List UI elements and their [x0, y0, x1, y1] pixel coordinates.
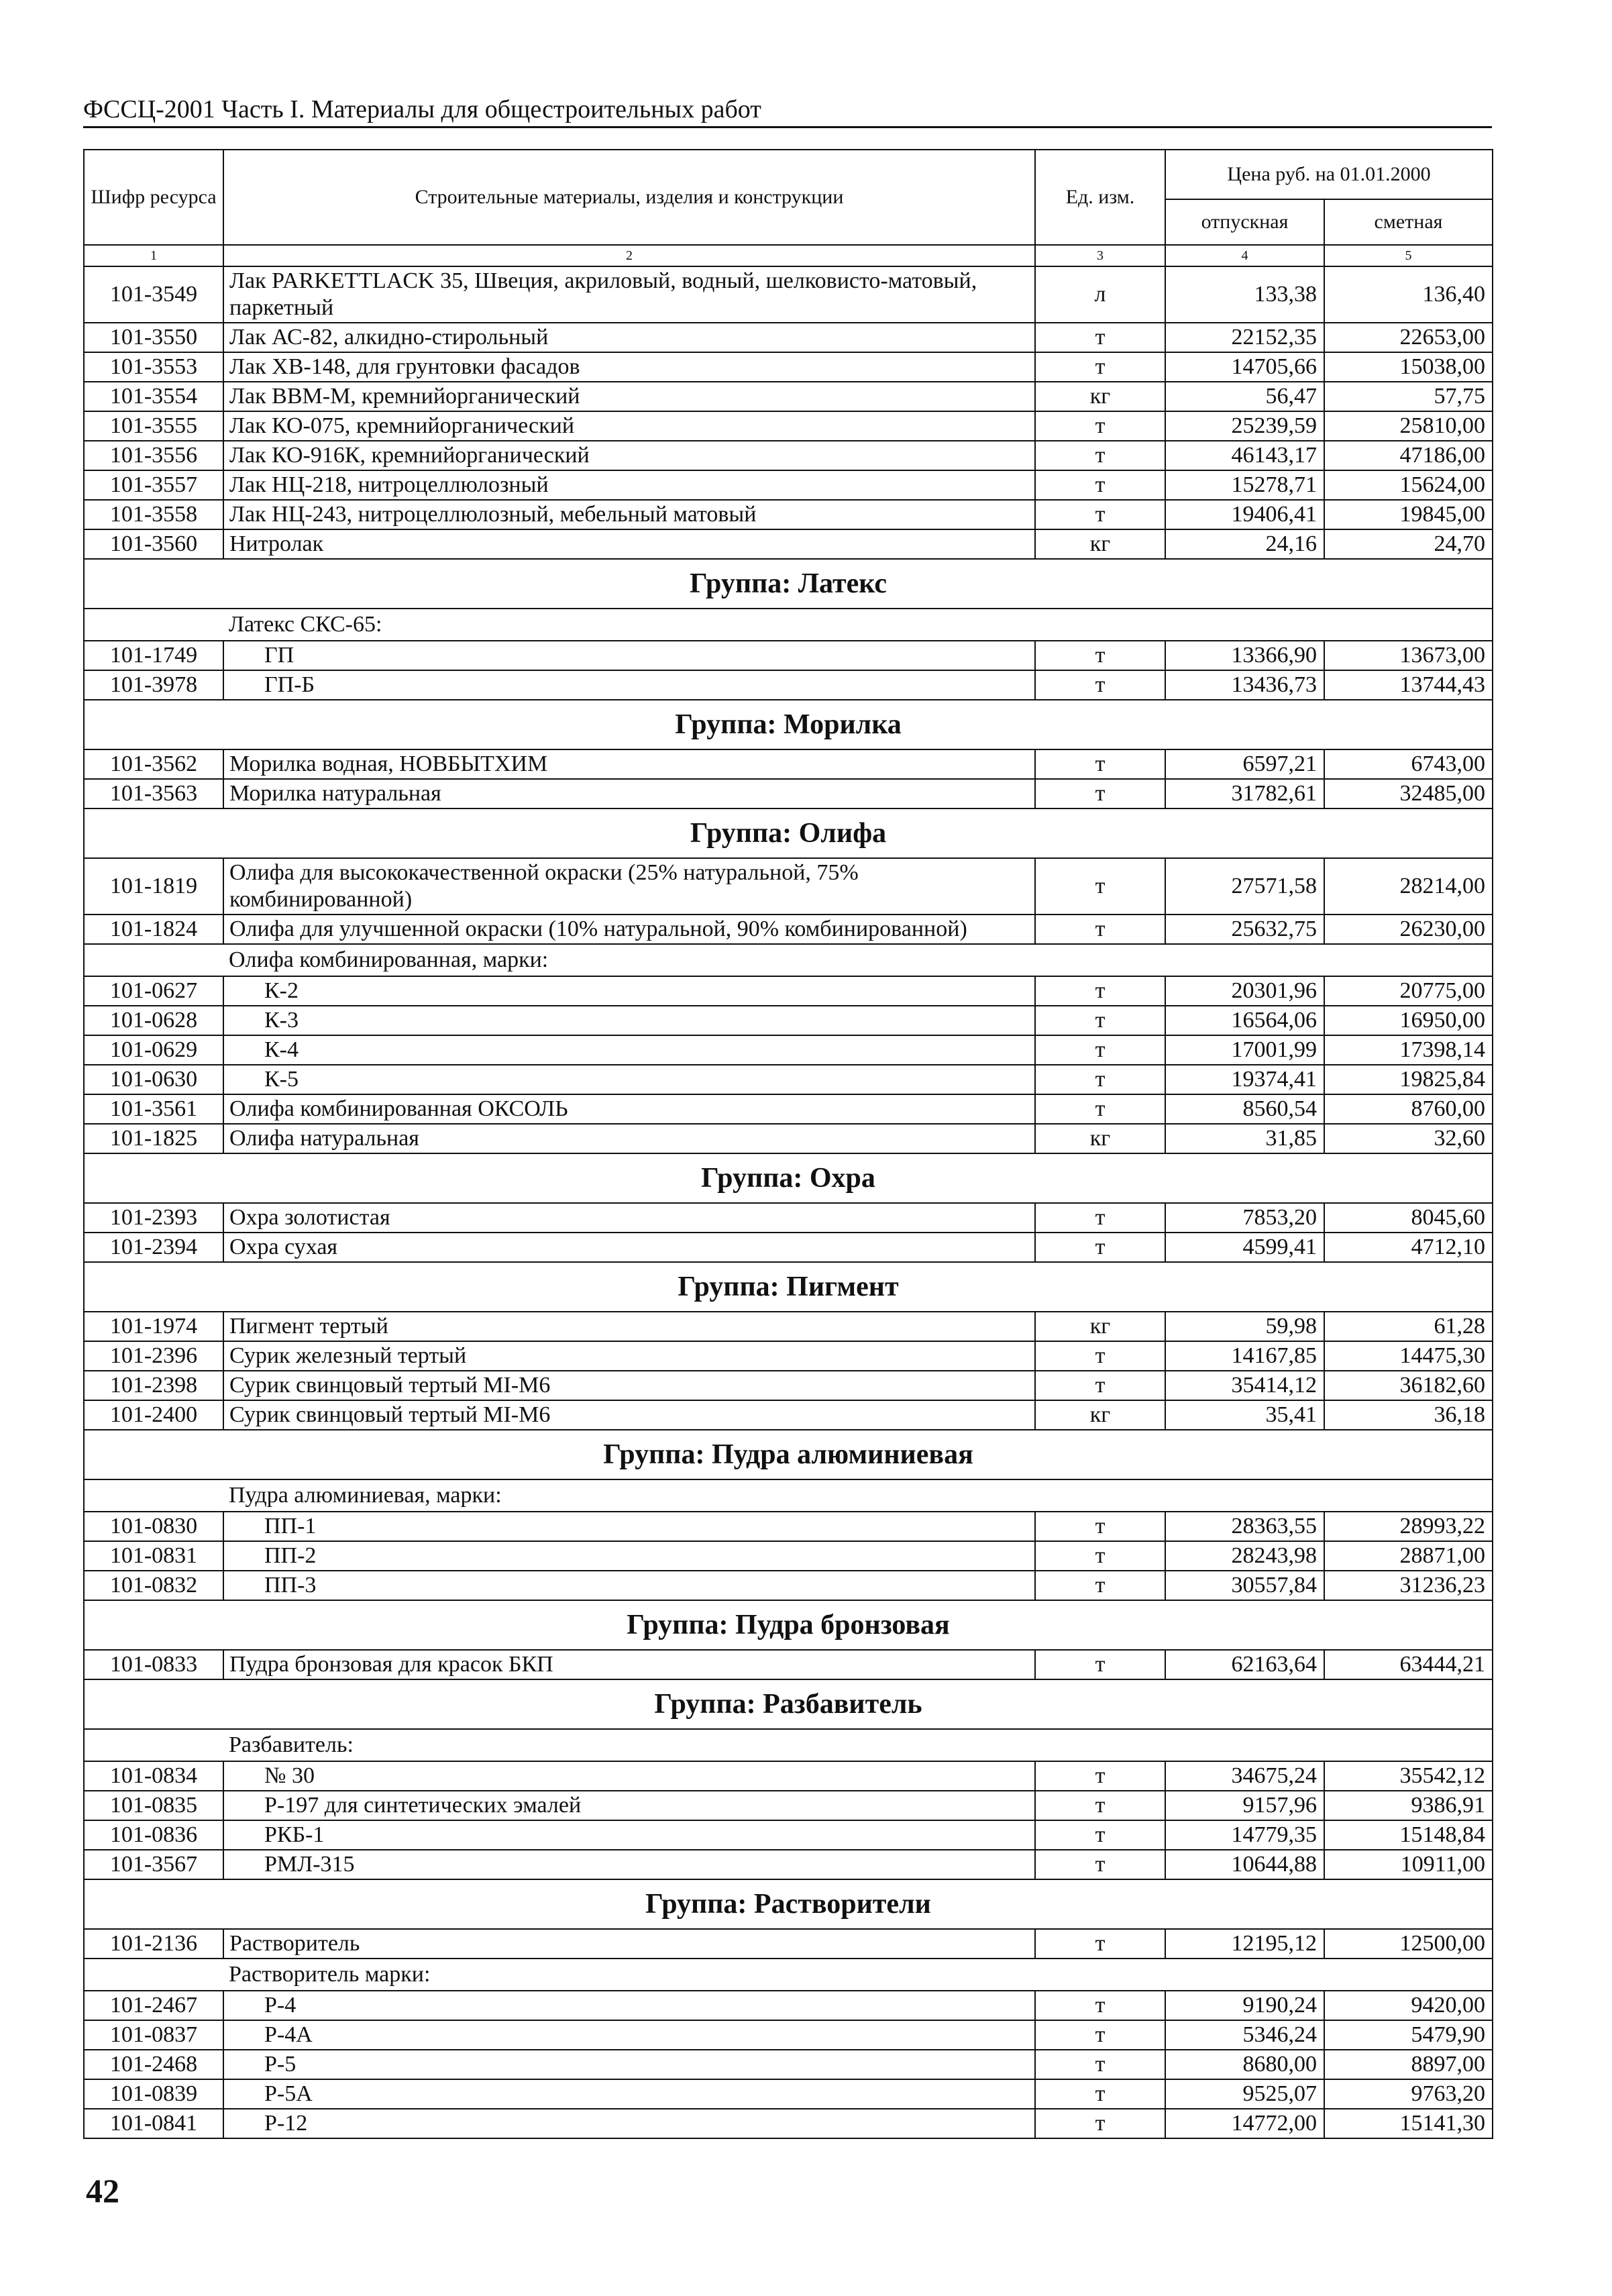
release-price-cell: 24,16	[1165, 529, 1324, 559]
material-name-cell: Лак КО-916К, кремнийорганический	[223, 441, 1035, 470]
table-row	[84, 976, 1493, 1006]
resource-code-cell: 101-0629	[84, 1035, 223, 1065]
resource-code-cell: 101-3554	[84, 382, 223, 411]
table-row	[84, 2020, 1493, 2050]
resource-code-cell: 101-0628	[84, 1006, 223, 1035]
resource-code-cell: 101-3558	[84, 500, 223, 529]
unit-cell: т	[1035, 1035, 1165, 1065]
estimate-price-cell: 9763,20	[1324, 2079, 1493, 2109]
release-price-cell: 25239,59	[1165, 411, 1324, 441]
subgroup-title: Растворитель марки:	[223, 1959, 1493, 1991]
release-price-cell: 22152,35	[1165, 323, 1324, 352]
release-price-cell: 27571,58	[1165, 858, 1324, 915]
estimate-price-cell: 32485,00	[1324, 779, 1493, 808]
unit-cell: т	[1035, 411, 1165, 441]
group-title: Группа: Пигмент	[84, 1262, 1493, 1312]
table-header	[84, 150, 1493, 266]
subgroup-title: Пудра алюминиевая, марки:	[223, 1479, 1493, 1512]
table-row	[84, 1650, 1493, 1679]
resource-code-cell: 101-3553	[84, 352, 223, 382]
resource-code-cell: 101-0627	[84, 976, 223, 1006]
unit-cell: т	[1035, 323, 1165, 352]
material-name-cell: Р-4	[223, 1991, 1035, 2020]
release-price-cell: 8680,00	[1165, 2050, 1324, 2079]
unit-cell: т	[1035, 1541, 1165, 1571]
estimate-price-cell: 13673,00	[1324, 641, 1493, 670]
unit-cell: т	[1035, 1991, 1165, 2020]
subgroup-row	[84, 1729, 1493, 1761]
subgroup-code-cell	[84, 1959, 223, 1991]
table-row	[84, 1233, 1493, 1262]
table-row	[84, 411, 1493, 441]
unit-cell: кг	[1035, 1312, 1165, 1341]
estimate-price-cell: 9420,00	[1324, 1991, 1493, 2020]
subgroup-row	[84, 1479, 1493, 1512]
subgroup-title: Латекс СКС-65:	[223, 609, 1493, 641]
estimate-price-cell: 35542,12	[1324, 1761, 1493, 1791]
release-price-cell: 8560,54	[1165, 1094, 1324, 1124]
unit-cell: т	[1035, 1512, 1165, 1541]
material-name-cell: Сурик свинцовый тертый МI-М6	[223, 1400, 1035, 1430]
resource-code-cell: 101-3557	[84, 470, 223, 500]
release-price-cell: 16564,06	[1165, 1006, 1324, 1035]
table-row	[84, 1761, 1493, 1791]
unit-cell: т	[1035, 1341, 1165, 1371]
header-estimate-price: сметная	[1324, 199, 1493, 245]
unit-cell: т	[1035, 1065, 1165, 1094]
release-price-cell: 34675,24	[1165, 1761, 1324, 1791]
table-row	[84, 2050, 1493, 2079]
group-row	[84, 1262, 1493, 1312]
table-row	[84, 1341, 1493, 1371]
material-name-cell: Олифа натуральная	[223, 1124, 1035, 1153]
table-row	[84, 266, 1493, 323]
column-number: 4	[1165, 245, 1324, 266]
resource-code-cell: 101-1824	[84, 915, 223, 944]
group-title: Группа: Охра	[84, 1153, 1493, 1203]
release-price-cell: 7853,20	[1165, 1203, 1324, 1233]
resource-code-cell: 101-0837	[84, 2020, 223, 2050]
material-name-cell: Олифа для улучшенной окраски (10% натуральной, 90% комбинированной)	[223, 915, 1035, 944]
price-table-container	[83, 149, 1492, 2139]
estimate-price-cell: 10911,00	[1324, 1850, 1493, 1879]
material-name-cell: ПП-1	[223, 1512, 1035, 1541]
material-name-cell: Охра золотистая	[223, 1203, 1035, 1233]
estimate-price-cell: 36182,60	[1324, 1371, 1493, 1400]
resource-code-cell: 101-1819	[84, 858, 223, 915]
group-row	[84, 559, 1493, 609]
subgroup-title: Олифа комбинированная, марки:	[223, 944, 1493, 976]
group-row	[84, 1879, 1493, 1929]
unit-cell: т	[1035, 500, 1165, 529]
release-price-cell: 28363,55	[1165, 1512, 1324, 1541]
resource-code-cell: 101-0836	[84, 1820, 223, 1850]
release-price-cell: 14772,00	[1165, 2109, 1324, 2138]
estimate-price-cell: 22653,00	[1324, 323, 1493, 352]
group-row	[84, 1430, 1493, 1479]
table-row	[84, 1512, 1493, 1541]
estimate-price-cell: 12500,00	[1324, 1929, 1493, 1959]
estimate-price-cell: 19825,84	[1324, 1065, 1493, 1094]
table-row	[84, 382, 1493, 411]
material-name-cell: Пудра бронзовая для красок БКП	[223, 1650, 1035, 1679]
group-title: Группа: Морилка	[84, 700, 1493, 749]
estimate-price-cell: 16950,00	[1324, 1006, 1493, 1035]
resource-code-cell: 101-0831	[84, 1541, 223, 1571]
table-row	[84, 1541, 1493, 1571]
unit-cell: т	[1035, 670, 1165, 700]
resource-code-cell: 101-2393	[84, 1203, 223, 1233]
unit-cell: т	[1035, 1761, 1165, 1791]
release-price-cell: 9157,96	[1165, 1791, 1324, 1820]
material-name-cell: Р-5	[223, 2050, 1035, 2079]
unit-cell: т	[1035, 1371, 1165, 1400]
resource-code-cell: 101-0832	[84, 1571, 223, 1600]
estimate-price-cell: 19845,00	[1324, 500, 1493, 529]
resource-code-cell: 101-1749	[84, 641, 223, 670]
table-row	[84, 2109, 1493, 2138]
subgroup-code-cell	[84, 609, 223, 641]
price-table	[83, 149, 1493, 2139]
subgroup-row	[84, 944, 1493, 976]
material-name-cell: К-3	[223, 1006, 1035, 1035]
release-price-cell: 56,47	[1165, 382, 1324, 411]
unit-cell: т	[1035, 1820, 1165, 1850]
release-price-cell: 59,98	[1165, 1312, 1324, 1341]
release-price-cell: 35,41	[1165, 1400, 1324, 1430]
group-title: Группа: Растворители	[84, 1879, 1493, 1929]
unit-cell: т	[1035, 1233, 1165, 1262]
table-row	[84, 1124, 1493, 1153]
unit-cell: т	[1035, 1094, 1165, 1124]
material-name-cell: Лак НЦ-218, нитроцеллюлозный	[223, 470, 1035, 500]
table-row	[84, 441, 1493, 470]
release-price-cell: 62163,64	[1165, 1650, 1324, 1679]
release-price-cell: 20301,96	[1165, 976, 1324, 1006]
material-name-cell: ПП-2	[223, 1541, 1035, 1571]
resource-code-cell: 101-2394	[84, 1233, 223, 1262]
release-price-cell: 30557,84	[1165, 1571, 1324, 1600]
release-price-cell: 31782,61	[1165, 779, 1324, 808]
material-name-cell: Морилка водная, НОВБЫТХИМ	[223, 749, 1035, 779]
unit-cell: кг	[1035, 1124, 1165, 1153]
estimate-price-cell: 32,60	[1324, 1124, 1493, 1153]
unit-cell: кг	[1035, 382, 1165, 411]
estimate-price-cell: 136,40	[1324, 266, 1493, 323]
release-price-cell: 31,85	[1165, 1124, 1324, 1153]
estimate-price-cell: 6743,00	[1324, 749, 1493, 779]
material-name-cell: Р-12	[223, 2109, 1035, 2138]
resource-code-cell: 101-3567	[84, 1850, 223, 1879]
release-price-cell: 12195,12	[1165, 1929, 1324, 1959]
resource-code-cell: 101-3550	[84, 323, 223, 352]
table-row	[84, 500, 1493, 529]
unit-cell: кг	[1035, 1400, 1165, 1430]
subgroup-code-cell	[84, 1729, 223, 1761]
release-price-cell: 46143,17	[1165, 441, 1324, 470]
column-number-row	[84, 245, 1493, 266]
material-name-cell: Р-197 для синтетических эмалей	[223, 1791, 1035, 1820]
table-row	[84, 1820, 1493, 1850]
material-name-cell: Олифа для высококачественной окраски (25% натуральной, 75% комбинированной)	[223, 858, 1035, 915]
material-name-cell: ПП-3	[223, 1571, 1035, 1600]
estimate-price-cell: 24,70	[1324, 529, 1493, 559]
estimate-price-cell: 8897,00	[1324, 2050, 1493, 2079]
table-row	[84, 858, 1493, 915]
table-row	[84, 1094, 1493, 1124]
estimate-price-cell: 8045,60	[1324, 1203, 1493, 1233]
group-row	[84, 1600, 1493, 1650]
release-price-cell: 19374,41	[1165, 1065, 1324, 1094]
unit-cell: т	[1035, 858, 1165, 915]
resource-code-cell: 101-3978	[84, 670, 223, 700]
material-name-cell: Сурик свинцовый тертый МI-М6	[223, 1371, 1035, 1400]
material-name-cell: Лак ХВ-148, для грунтовки фасадов	[223, 352, 1035, 382]
table-row	[84, 323, 1493, 352]
column-number: 5	[1324, 245, 1493, 266]
resource-code-cell: 101-3556	[84, 441, 223, 470]
resource-code-cell: 101-0839	[84, 2079, 223, 2109]
column-number: 3	[1035, 245, 1165, 266]
group-row	[84, 808, 1493, 858]
material-name-cell: Р-5А	[223, 2079, 1035, 2109]
unit-cell: т	[1035, 779, 1165, 808]
estimate-price-cell: 28993,22	[1324, 1512, 1493, 1541]
material-name-cell: К-2	[223, 976, 1035, 1006]
unit-cell: т	[1035, 1791, 1165, 1820]
unit-cell: т	[1035, 1929, 1165, 1959]
material-name-cell: Р-4А	[223, 2020, 1035, 2050]
resource-code-cell: 101-3562	[84, 749, 223, 779]
estimate-price-cell: 5479,90	[1324, 2020, 1493, 2050]
resource-code-cell: 101-1974	[84, 1312, 223, 1341]
estimate-price-cell: 8760,00	[1324, 1094, 1493, 1124]
column-number: 2	[223, 245, 1035, 266]
material-name-cell: Лак ВВМ-М, кремнийорганический	[223, 382, 1035, 411]
unit-cell: т	[1035, 1006, 1165, 1035]
material-name-cell: Лак КО-075, кремнийорганический	[223, 411, 1035, 441]
estimate-price-cell: 20775,00	[1324, 976, 1493, 1006]
table-row	[84, 1400, 1493, 1430]
table-row	[84, 1371, 1493, 1400]
estimate-price-cell: 25810,00	[1324, 411, 1493, 441]
release-price-cell: 15278,71	[1165, 470, 1324, 500]
release-price-cell: 28243,98	[1165, 1541, 1324, 1571]
release-price-cell: 6597,21	[1165, 749, 1324, 779]
table-row	[84, 1065, 1493, 1094]
header-code: Шифр ресурса	[84, 150, 223, 245]
material-name-cell: № 30	[223, 1761, 1035, 1791]
release-price-cell: 9525,07	[1165, 2079, 1324, 2109]
unit-cell: л	[1035, 266, 1165, 323]
estimate-price-cell: 31236,23	[1324, 1571, 1493, 1600]
release-price-cell: 133,38	[1165, 266, 1324, 323]
resource-code-cell: 101-3555	[84, 411, 223, 441]
estimate-price-cell: 47186,00	[1324, 441, 1493, 470]
material-name-cell: Сурик железный тертый	[223, 1341, 1035, 1371]
material-name-cell: Растворитель	[223, 1929, 1035, 1959]
release-price-cell: 10644,88	[1165, 1850, 1324, 1879]
resource-code-cell: 101-3549	[84, 266, 223, 323]
estimate-price-cell: 61,28	[1324, 1312, 1493, 1341]
material-name-cell: Олифа комбинированная ОКСОЛЬ	[223, 1094, 1035, 1124]
resource-code-cell: 101-3561	[84, 1094, 223, 1124]
resource-code-cell: 101-1825	[84, 1124, 223, 1153]
release-price-cell: 14705,66	[1165, 352, 1324, 382]
estimate-price-cell: 57,75	[1324, 382, 1493, 411]
estimate-price-cell: 36,18	[1324, 1400, 1493, 1430]
material-name-cell: Нитролак	[223, 529, 1035, 559]
resource-code-cell: 101-0841	[84, 2109, 223, 2138]
release-price-cell: 19406,41	[1165, 500, 1324, 529]
table-row	[84, 1571, 1493, 1600]
page-header: ФССЦ-2001 Часть I. Материалы для общестроительных работ	[83, 93, 1492, 128]
material-name-cell: Пигмент тертый	[223, 1312, 1035, 1341]
table-row	[84, 1006, 1493, 1035]
table-row	[84, 1312, 1493, 1341]
estimate-price-cell: 17398,14	[1324, 1035, 1493, 1065]
resource-code-cell: 101-3563	[84, 779, 223, 808]
group-row	[84, 1679, 1493, 1729]
subgroup-title: Разбавитель:	[223, 1729, 1493, 1761]
resource-code-cell: 101-2467	[84, 1991, 223, 2020]
resource-code-cell: 101-2398	[84, 1371, 223, 1400]
resource-code-cell: 101-2400	[84, 1400, 223, 1430]
resource-code-cell: 101-2136	[84, 1929, 223, 1959]
unit-cell: т	[1035, 641, 1165, 670]
group-title: Группа: Олифа	[84, 808, 1493, 858]
estimate-price-cell: 28871,00	[1324, 1541, 1493, 1571]
table-row	[84, 1203, 1493, 1233]
table-row	[84, 529, 1493, 559]
resource-code-cell: 101-3560	[84, 529, 223, 559]
unit-cell: т	[1035, 441, 1165, 470]
table-row	[84, 641, 1493, 670]
estimate-price-cell: 28214,00	[1324, 858, 1493, 915]
resource-code-cell: 101-0833	[84, 1650, 223, 1679]
header-release-price: отпускная	[1165, 199, 1324, 245]
group-row	[84, 1153, 1493, 1203]
material-name-cell: К-4	[223, 1035, 1035, 1065]
unit-cell: т	[1035, 1650, 1165, 1679]
table-row	[84, 1035, 1493, 1065]
table-row	[84, 1850, 1493, 1879]
resource-code-cell: 101-2396	[84, 1341, 223, 1371]
unit-cell: т	[1035, 2020, 1165, 2050]
unit-cell: т	[1035, 352, 1165, 382]
header-price: Цена руб. на 01.01.2000	[1165, 150, 1493, 199]
unit-cell: т	[1035, 915, 1165, 944]
table-row	[84, 915, 1493, 944]
unit-cell: т	[1035, 1203, 1165, 1233]
subgroup-code-cell	[84, 944, 223, 976]
resource-code-cell: 101-0830	[84, 1512, 223, 1541]
material-name-cell: Лак PARKETTLACK 35, Швеция, акриловый, водный, шелковисто-матовый, паркетный	[223, 266, 1035, 323]
group-title: Группа: Латекс	[84, 559, 1493, 609]
release-price-cell: 35414,12	[1165, 1371, 1324, 1400]
table-row	[84, 1791, 1493, 1820]
header-unit: Ед. изм.	[1035, 150, 1165, 245]
material-name-cell: К-5	[223, 1065, 1035, 1094]
estimate-price-cell: 15038,00	[1324, 352, 1493, 382]
release-price-cell: 14167,85	[1165, 1341, 1324, 1371]
group-title: Группа: Разбавитель	[84, 1679, 1493, 1729]
resource-code-cell: 101-0835	[84, 1791, 223, 1820]
estimate-price-cell: 15141,30	[1324, 2109, 1493, 2138]
material-name-cell: Лак НЦ-243, нитроцеллюлозный, мебельный матовый	[223, 500, 1035, 529]
material-name-cell: Охра сухая	[223, 1233, 1035, 1262]
estimate-price-cell: 15148,84	[1324, 1820, 1493, 1850]
group-row	[84, 700, 1493, 749]
unit-cell: т	[1035, 749, 1165, 779]
header-name: Строительные материалы, изделия и конструкции	[223, 150, 1035, 245]
release-price-cell: 5346,24	[1165, 2020, 1324, 2050]
release-price-cell: 14779,35	[1165, 1820, 1324, 1850]
material-name-cell: Лак АС-82, алкидно-стирольный	[223, 323, 1035, 352]
table-row	[84, 1991, 1493, 2020]
table-body	[84, 266, 1493, 2138]
estimate-price-cell: 15624,00	[1324, 470, 1493, 500]
estimate-price-cell: 14475,30	[1324, 1341, 1493, 1371]
subgroup-row	[84, 609, 1493, 641]
unit-cell: т	[1035, 470, 1165, 500]
estimate-price-cell: 63444,21	[1324, 1650, 1493, 1679]
release-price-cell: 25632,75	[1165, 915, 1324, 944]
material-name-cell: Морилка натуральная	[223, 779, 1035, 808]
unit-cell: т	[1035, 2050, 1165, 2079]
resource-code-cell: 101-2468	[84, 2050, 223, 2079]
release-price-cell: 9190,24	[1165, 1991, 1324, 2020]
table-row	[84, 749, 1493, 779]
resource-code-cell: 101-0630	[84, 1065, 223, 1094]
table-row	[84, 352, 1493, 382]
group-title: Группа: Пудра алюминиевая	[84, 1430, 1493, 1479]
estimate-price-cell: 4712,10	[1324, 1233, 1493, 1262]
unit-cell: т	[1035, 1850, 1165, 1879]
table-row	[84, 470, 1493, 500]
release-price-cell: 17001,99	[1165, 1035, 1324, 1065]
material-name-cell: РМЛ-315	[223, 1850, 1035, 1879]
column-number: 1	[84, 245, 223, 266]
release-price-cell: 13366,90	[1165, 641, 1324, 670]
unit-cell: т	[1035, 976, 1165, 1006]
release-price-cell: 4599,41	[1165, 1233, 1324, 1262]
subgroup-code-cell	[84, 1479, 223, 1512]
material-name-cell: ГП	[223, 641, 1035, 670]
release-price-cell: 13436,73	[1165, 670, 1324, 700]
subgroup-row	[84, 1959, 1493, 1991]
material-name-cell: РКБ-1	[223, 1820, 1035, 1850]
estimate-price-cell: 9386,91	[1324, 1791, 1493, 1820]
group-title: Группа: Пудра бронзовая	[84, 1600, 1493, 1650]
unit-cell: т	[1035, 2109, 1165, 2138]
unit-cell: кг	[1035, 529, 1165, 559]
table-row	[84, 779, 1493, 808]
material-name-cell: ГП-Б	[223, 670, 1035, 700]
table-row	[84, 1929, 1493, 1959]
estimate-price-cell: 13744,43	[1324, 670, 1493, 700]
table-row	[84, 670, 1493, 700]
page-number: 42	[86, 2172, 119, 2209]
table-row	[84, 2079, 1493, 2109]
estimate-price-cell: 26230,00	[1324, 915, 1493, 944]
unit-cell: т	[1035, 2079, 1165, 2109]
unit-cell: т	[1035, 1571, 1165, 1600]
resource-code-cell: 101-0834	[84, 1761, 223, 1791]
